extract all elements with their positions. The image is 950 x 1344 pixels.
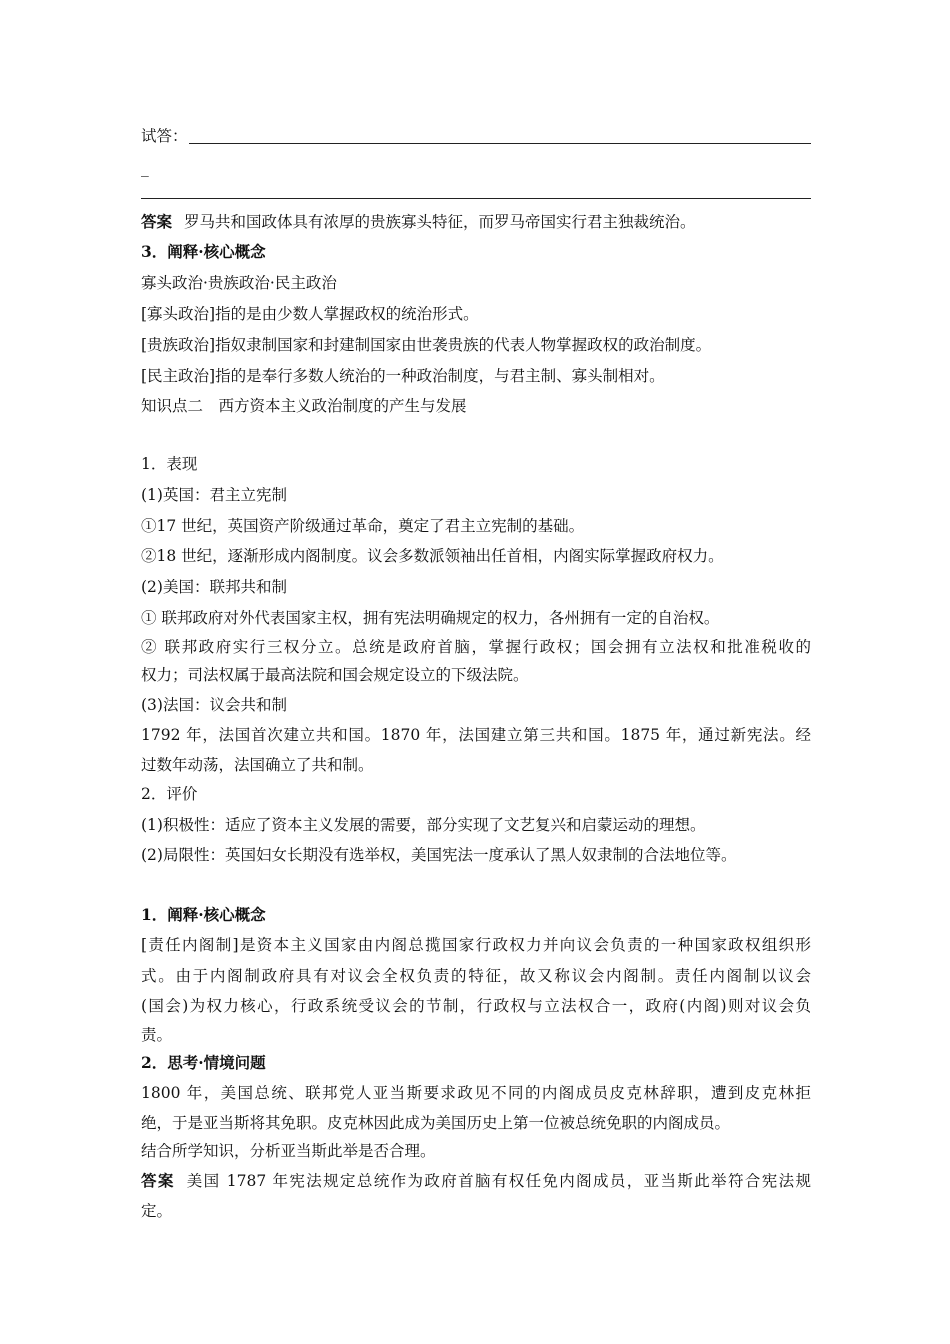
- answer-blank-line[interactable]: [189, 143, 811, 144]
- concept-line-4: 责。: [141, 1026, 173, 1044]
- fr-text-line-1: 1792 年，法国首次建立共和国。1870 年，法国建立第三共和国。1875 年，通过新宪法。经: [141, 726, 811, 744]
- us-point-1: ① 联邦政府对外代表国家主权，拥有宪法明确规定的权力，各州拥有一定的自治权。: [141, 609, 720, 627]
- fr-text-line-2: 过数年动荡，法国确立了共和制。: [141, 756, 374, 774]
- evaluation-positive: (1)积极性：适应了资本主义发展的需要，部分实现了文艺复兴和启蒙运动的理想。: [141, 816, 706, 834]
- fr-heading: (3)法国：议会共和制: [141, 696, 287, 714]
- knowledge-point-title: 知识点二 西方资本主义政治制度的产生与发展: [141, 397, 467, 415]
- concept-line-3: (国会)为权力核心，行政系统受议会的节制，行政权与立法权合一，政府(内阁)则对议会负: [141, 997, 811, 1015]
- heading-thinking: 2．思考·情境问题: [141, 1053, 266, 1072]
- answer-text: 罗马共和国政体具有浓厚的贵族寡头特征，而罗马帝国实行君主独裁统治。: [184, 213, 696, 231]
- scenario-line-2: 绝，于是亚当斯将其免职。皮克林因此成为美国历史上第一位被总统免职的内阁成员。: [141, 1114, 731, 1132]
- evaluation-limitation: (2)局限性：英国妇女长期没有选举权，美国宪法一度承认了黑人奴隶制的合法地位等。: [141, 846, 737, 864]
- definition-democracy: [民主政治]指的是奉行多数人统治的一种政治制度，与君主制、寡头制相对。: [141, 367, 665, 385]
- concept-line-1: [责任内阁制]是资本主义国家由内阁总揽国家行政权力并向议会负责的一种国家政权组织形: [141, 936, 811, 954]
- us-point-2-line-1: ② 联邦政府实行三权分立。总统是政府首脑，掌握行政权；国会拥有立法权和批准税收的: [141, 638, 811, 656]
- heading-performance: 1．表现: [141, 455, 198, 473]
- heading-core-concept: 1．阐释·核心概念: [141, 905, 266, 924]
- scenario-line-1: 1800 年，美国总统、联邦党人亚当斯要求政见不同的内阁成员皮克林辞职，遭到皮克林拒: [141, 1084, 811, 1102]
- answer-dash: _: [141, 159, 149, 177]
- terms-line: 寡头政治·贵族政治·民主政治: [141, 274, 337, 292]
- answer-blank-line-2[interactable]: [141, 198, 811, 199]
- answer-line-2: 定。: [141, 1202, 173, 1220]
- heading-evaluation: 2．评价: [141, 785, 198, 803]
- definition-aristocracy: [贵族政治]指奴隶制国家和封建制国家由世袭贵族的代表人物掌握政权的政治制度。: [141, 336, 712, 354]
- us-point-2-line-2: 权力；司法权属于最高法院和国会规定设立的下级法院。: [141, 666, 529, 684]
- uk-heading: (1)英国：君主立宪制: [141, 486, 287, 504]
- answer-prompt: 试答：: [141, 127, 188, 145]
- us-heading: (2)美国：联邦共和制: [141, 578, 287, 596]
- answer-text-2: 美国 1787 年宪法规定总统作为政府首脑有权任免内阁成员，亚当斯此举符合宪法规: [186, 1172, 811, 1190]
- uk-point-1: ①17 世纪，英国资产阶级通过革命，奠定了君主立宪制的基础。: [141, 517, 585, 535]
- uk-point-2: ②18 世纪，逐渐形成内阁制度。议会多数派领袖出任首相，内阁实际掌握政府权力。: [141, 547, 724, 565]
- answer-paragraph: [141, 212, 696, 232]
- definition-oligarchy: [寡头政治]指的是由少数人掌握政权的统治形式。: [141, 305, 479, 323]
- section-heading: 3．阐释·核心概念: [141, 242, 266, 261]
- answer-label: 答案: [141, 212, 173, 231]
- answer-label-2: 答案: [141, 1171, 175, 1190]
- concept-line-2: 式。由于内阁制政府具有对议会全权负责的特征，故又称议会内阁制。责任内阁制以议会: [141, 967, 811, 985]
- question-line: 结合所学知识，分析亚当斯此举是否合理。: [141, 1142, 436, 1160]
- answer-line-1: [141, 1171, 811, 1191]
